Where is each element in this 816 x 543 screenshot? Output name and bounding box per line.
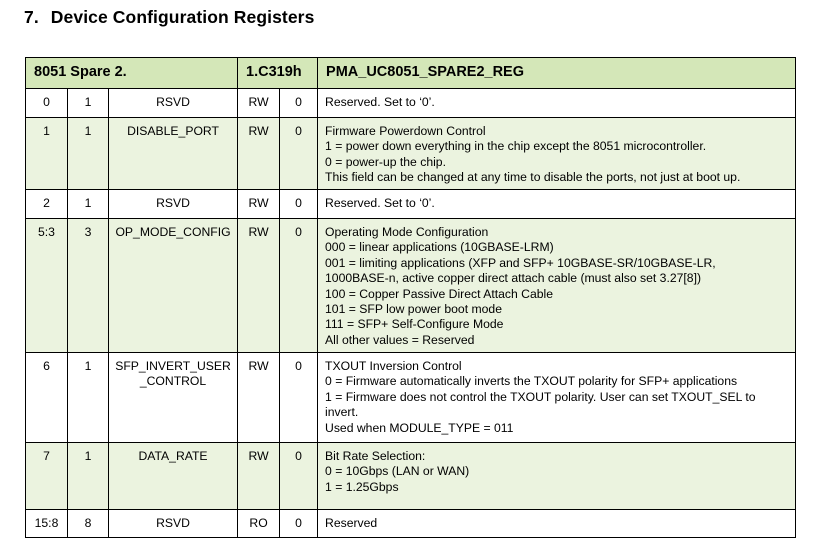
- description-line: Reserved. Set to ‘0’.: [325, 95, 435, 109]
- field-access: RO: [238, 510, 280, 538]
- field-name: [109, 89, 238, 118]
- field-width: 3: [68, 219, 109, 353]
- field-bits: 7: [26, 443, 68, 510]
- field-width: 1: [68, 353, 109, 443]
- register-field-row: [26, 118, 796, 190]
- field-access: RW: [238, 353, 280, 443]
- field-name-line: DISABLE_PORT: [127, 124, 219, 138]
- field-name: [109, 510, 238, 538]
- register-field-row: [26, 510, 796, 538]
- description-line: Used when MODULE_TYPE = 011: [325, 420, 514, 435]
- description-line: Firmware Powerdown Control: [325, 124, 486, 138]
- field-default: 0: [280, 118, 318, 190]
- description-line: 101 = SFP low power boot mode: [325, 302, 502, 317]
- register-field-row: [26, 353, 796, 443]
- field-name-line: RSVD: [156, 516, 190, 530]
- register-name: 8051 Spare 2.: [26, 58, 238, 89]
- field-name: [109, 118, 238, 190]
- register-header-row: [26, 58, 796, 89]
- field-description: [318, 89, 796, 118]
- field-bits: 6: [26, 353, 68, 443]
- field-default: 0: [280, 89, 318, 118]
- field-default: 0: [280, 353, 318, 443]
- register-field-row: [26, 443, 796, 510]
- field-name-line: SFP_INVERT_USER: [115, 359, 231, 373]
- field-name-line: RSVD: [156, 196, 190, 210]
- field-description: [318, 510, 796, 538]
- field-description: [318, 190, 796, 219]
- description-line: 001 = limiting applications (XFP and SFP+ 10GBASE-SR/10GBASE-LR,: [325, 255, 716, 270]
- field-name-line: DATA_RATE: [138, 449, 208, 463]
- register-field-row: [26, 89, 796, 118]
- section-number: 7.: [24, 7, 39, 27]
- field-name: [109, 353, 238, 443]
- field-default: 0: [280, 443, 318, 510]
- field-name: [109, 443, 238, 510]
- description-line: 000 = linear applications (10GBASE-LRM): [325, 240, 554, 255]
- field-access: RW: [238, 89, 280, 118]
- field-description: [318, 118, 796, 190]
- description-line: This field can be changed at any time to disable the ports, not just at boot up.: [325, 170, 741, 185]
- description-line: 1 = power down everything in the chip except the 8051 microcontroller.: [325, 139, 707, 154]
- register-address: 1.C319h: [238, 58, 318, 89]
- register-table: [25, 57, 796, 538]
- description-line: Reserved. Set to ‘0’.: [325, 196, 435, 210]
- field-name-line: _CONTROL: [139, 374, 207, 389]
- field-width: 1: [68, 89, 109, 118]
- field-bits: 1: [26, 118, 68, 190]
- field-default: 0: [280, 219, 318, 353]
- field-width: 1: [68, 118, 109, 190]
- field-bits: 5:3: [26, 219, 68, 353]
- field-description: [318, 443, 796, 510]
- field-access: RW: [238, 443, 280, 510]
- description-line: All other values = Reserved: [325, 332, 475, 347]
- field-access: RW: [238, 190, 280, 219]
- description-line: 0 = Firmware automatically inverts the TXOUT polarity for SFP+ applications: [325, 374, 738, 389]
- description-line: 1 = 1.25Gbps: [325, 479, 399, 494]
- description-line: Operating Mode Configuration: [325, 225, 489, 239]
- register-field-row: [26, 190, 796, 219]
- description-line: 1 = Firmware does not control the TXOUT polarity. User can set TXOUT_SEL to: [325, 389, 756, 404]
- field-description: [318, 353, 796, 443]
- description-line: invert.: [325, 405, 359, 420]
- description-line: 1000BASE-n, active copper direct attach cable (must also set 3.27[8]): [325, 271, 702, 286]
- field-width: 8: [68, 510, 109, 538]
- field-name-line: OP_MODE_CONFIG: [115, 225, 231, 239]
- description-line: Bit Rate Selection:: [325, 449, 426, 463]
- field-bits: 15:8: [26, 510, 68, 538]
- section-heading: [24, 7, 314, 28]
- field-width: 1: [68, 190, 109, 219]
- field-access: RW: [238, 118, 280, 190]
- field-default: 0: [280, 190, 318, 219]
- description-line: 111 = SFP+ Self-Configure Mode: [325, 317, 504, 332]
- field-access: RW: [238, 219, 280, 353]
- description-line: 100 = Copper Passive Direct Attach Cable: [325, 286, 553, 301]
- description-line: TXOUT Inversion Control: [325, 359, 462, 373]
- description-line: Reserved: [325, 516, 378, 530]
- field-description: [318, 219, 796, 353]
- register-symbol: PMA_UC8051_SPARE2_REG: [318, 58, 796, 89]
- description-line: 0 = power-up the chip.: [325, 154, 446, 169]
- field-bits: 0: [26, 89, 68, 118]
- field-default: 0: [280, 510, 318, 538]
- field-name-line: RSVD: [156, 95, 190, 109]
- field-name: [109, 190, 238, 219]
- description-line: 0 = 10Gbps (LAN or WAN): [325, 464, 470, 479]
- field-bits: 2: [26, 190, 68, 219]
- field-name: [109, 219, 238, 353]
- field-width: 1: [68, 443, 109, 510]
- section-title: Device Configuration Registers: [50, 7, 315, 27]
- register-field-row: [26, 219, 796, 353]
